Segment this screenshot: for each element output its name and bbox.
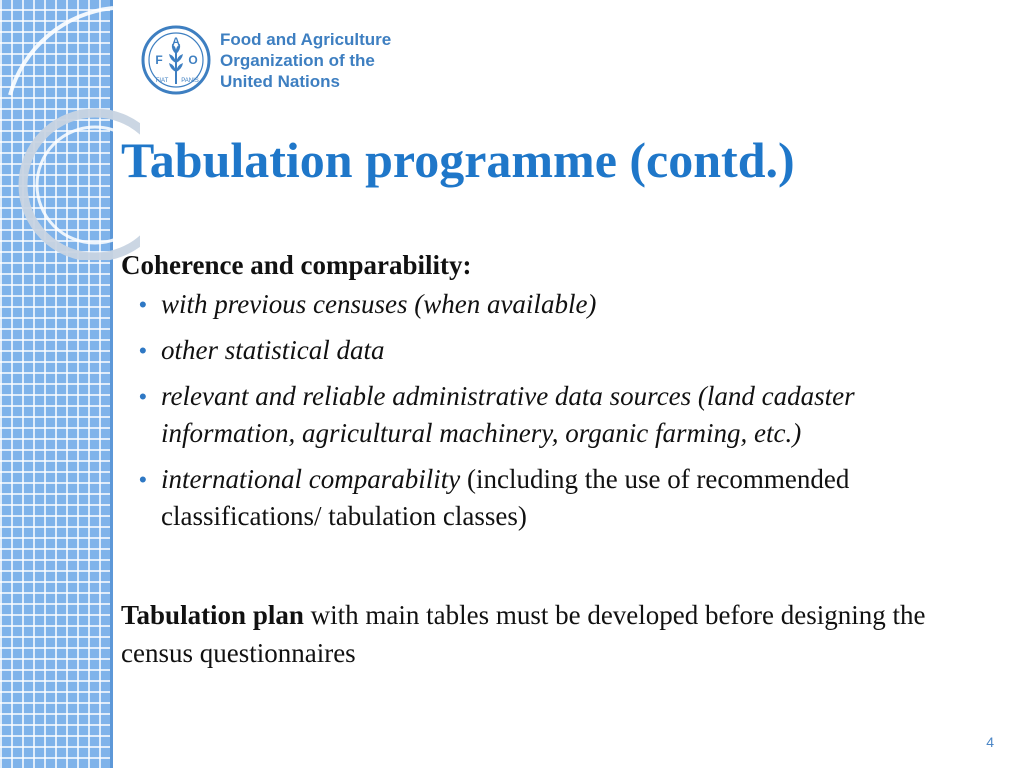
page-number: 4 — [986, 734, 994, 750]
bullet-text: relevant and reliable administrative data sources (land cadaster information, agricultural machinery, organic farming, etc.) — [161, 381, 855, 448]
organization-name-line-1: Food and Agriculture — [220, 29, 392, 49]
section-heading: Coherence and comparability: — [121, 250, 472, 280]
bullet-list — [121, 286, 991, 535]
bullet-text-italic: international comparability — [161, 464, 461, 494]
organization-name — [220, 29, 391, 92]
content-body — [121, 244, 991, 544]
bullet-dot-icon: • — [139, 338, 147, 363]
slide-title: Tabulation programme (contd.) — [121, 132, 795, 188]
list-item — [121, 286, 991, 323]
list-item — [121, 332, 991, 369]
fao-logo — [140, 24, 391, 96]
bullet-dot-icon: • — [139, 467, 147, 492]
organization-name-line-3: United Nations — [220, 71, 340, 91]
bullet-dot-icon: • — [139, 292, 147, 317]
plan-text: with main tables must be developed before designing the census questionnaires — [121, 600, 926, 668]
emblem-letter-f: F — [155, 53, 163, 67]
list-item — [121, 461, 991, 535]
plan-bold-text: Tabulation plan — [121, 600, 304, 630]
fao-emblem-icon — [140, 24, 212, 96]
bullet-text: with previous censuses (when available) — [161, 289, 597, 319]
tabulation-plan-note — [121, 596, 991, 672]
emblem-letter-a: A — [172, 36, 180, 48]
organization-name-line-2: Organization of the — [220, 50, 375, 70]
bullet-text: (including the use of recommended classifications/ tabulation classes) — [161, 464, 850, 531]
decorative-arcs — [0, 0, 140, 260]
emblem-motto-right: PANIS — [181, 78, 199, 84]
emblem-letter-o: O — [188, 53, 198, 67]
emblem-motto-left: FIAT — [155, 78, 169, 84]
bullet-dot-icon: • — [139, 384, 147, 409]
list-item — [121, 378, 991, 452]
bullet-text: other statistical data — [161, 335, 385, 365]
